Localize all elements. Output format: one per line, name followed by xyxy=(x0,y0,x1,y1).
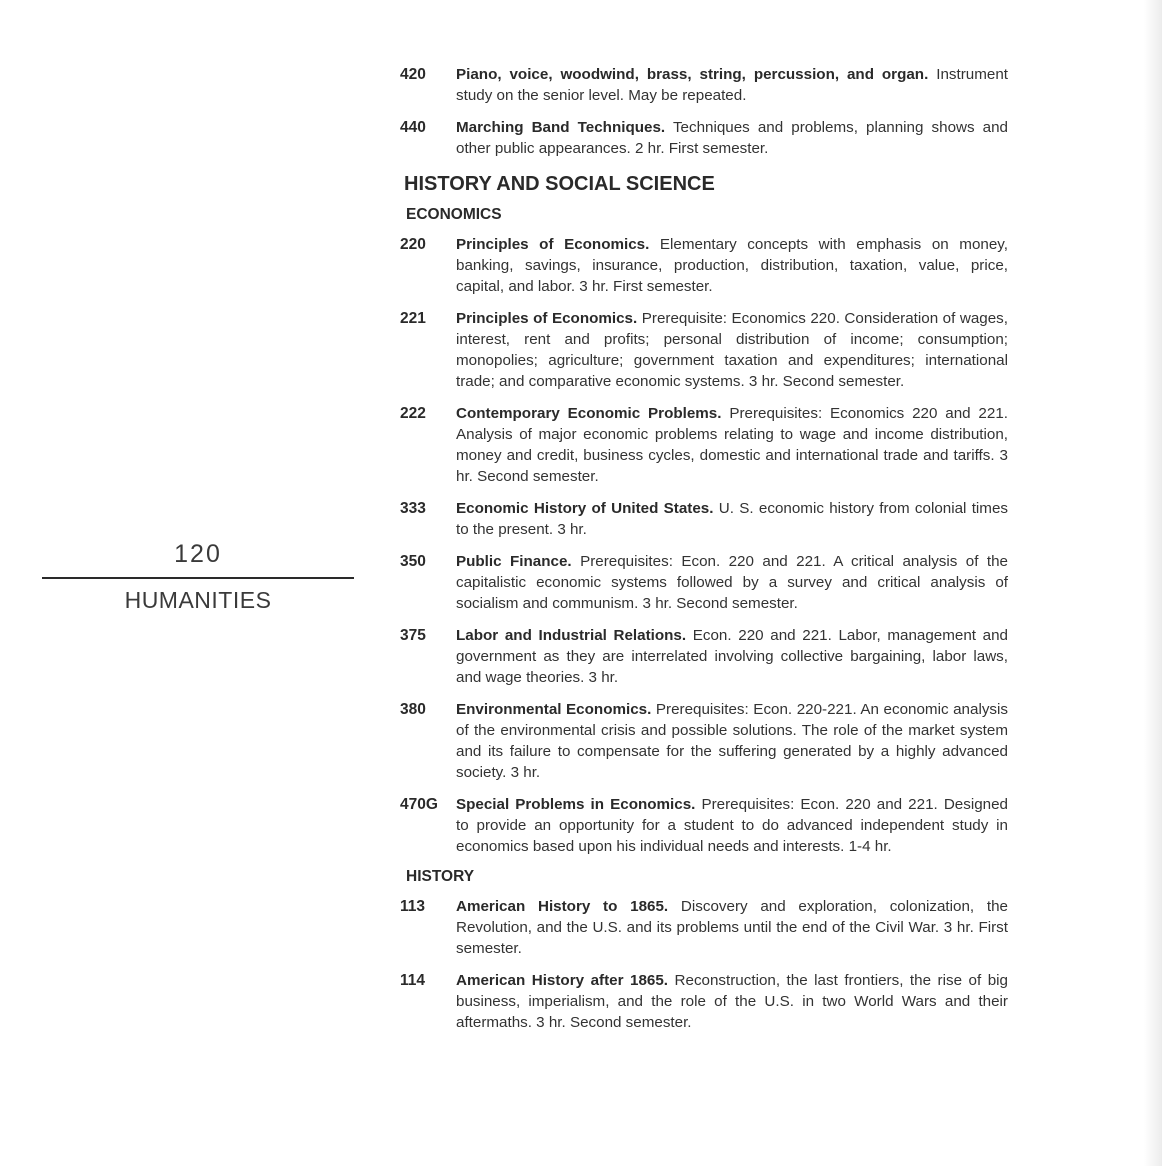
course-description xyxy=(456,234,1008,297)
course-title: Environmental Economics. xyxy=(456,701,652,718)
section-heading: HISTORY AND SOCIAL SCIENCE xyxy=(404,173,715,195)
course-entry xyxy=(400,498,1008,540)
course-number: 375 xyxy=(400,627,426,644)
course-description xyxy=(456,64,1008,106)
course-entry xyxy=(400,234,1008,297)
course-text: Reconstruction, the last frontiers, the rise of big business, imperialism, and the role of the U.S. in two World Wars and their aftermaths. 3 hr. Second semester. xyxy=(456,972,1008,1031)
subsection-heading-economics: ECONOMICS xyxy=(406,206,502,223)
course-entry xyxy=(400,403,1008,487)
course-title: Piano, voice, woodwind, brass, string, percussion, and organ. xyxy=(456,66,929,83)
margin-rule xyxy=(42,577,354,579)
course-listing xyxy=(400,64,1008,1044)
course-entry xyxy=(400,551,1008,614)
course-text: Prerequisites: Econ. 220 and 221. A critical analysis of the capitalistic economic systems followed by a survey and critical analysis of socialism and communism. 3 hr. Second semester. xyxy=(456,553,1008,612)
course-description xyxy=(456,970,1008,1033)
course-text: Prerequisites: Econ. 220-221. An economic analysis of the environmental crisis and possible solutions. The role of the market system and its failure to compensate for the suffering generated by a highly advanced society. 3 hr. xyxy=(456,701,1008,781)
course-description xyxy=(456,896,1008,959)
course-text: Econ. 220 and 221. Labor, management and government as they are interrelated involving collective bargaining, labor laws, and wage theories. 3 hr. xyxy=(456,627,1008,686)
course-text: Instrument study on the senior level. May be repeated. xyxy=(456,66,1008,104)
course-title: Marching Band Techniques. xyxy=(456,119,666,136)
course-entry xyxy=(400,896,1008,959)
course-title: American History after 1865. xyxy=(456,972,669,989)
course-description xyxy=(456,308,1008,392)
page-number: 120 xyxy=(174,540,222,568)
course-entry xyxy=(400,117,1008,159)
course-description xyxy=(456,625,1008,688)
subsection-heading-history: HISTORY xyxy=(406,868,475,885)
course-number: 420 xyxy=(400,66,426,83)
course-text: Techniques and problems, planning shows and other public appearances. 2 hr. First semester. xyxy=(456,119,1008,157)
section-tag: HUMANITIES xyxy=(124,587,272,613)
course-entry xyxy=(400,625,1008,688)
course-entry xyxy=(400,970,1008,1033)
course-number: 113 xyxy=(400,898,426,915)
course-number: 380 xyxy=(400,701,426,718)
course-entry xyxy=(400,794,1008,857)
course-number: 440 xyxy=(400,119,426,136)
course-entry xyxy=(400,64,1008,106)
course-description xyxy=(456,699,1008,783)
course-number: 114 xyxy=(400,972,426,989)
course-title: American History to 1865. xyxy=(456,898,669,915)
course-title: Economic History of United States. xyxy=(456,500,714,517)
margin-block xyxy=(42,540,354,614)
course-number: 220 xyxy=(400,236,426,253)
course-title: Public Finance. xyxy=(456,553,572,570)
course-title: Principles of Economics. xyxy=(456,310,638,327)
course-description xyxy=(456,498,1008,540)
course-entry xyxy=(400,308,1008,392)
course-number: 350 xyxy=(400,553,426,570)
course-title: Contemporary Economic Problems. xyxy=(456,405,722,422)
course-description xyxy=(456,403,1008,487)
course-number: 470G xyxy=(400,796,438,813)
course-number: 221 xyxy=(400,310,426,327)
course-entry xyxy=(400,699,1008,783)
course-title: Special Problems in Economics. xyxy=(456,796,696,813)
course-text: Discovery and exploration, colonization, the Revolution, and the U.S. and its problems until the end of the Civil War. 3 hr. First semester. xyxy=(456,898,1008,957)
course-title: Labor and Industrial Relations. xyxy=(456,627,687,644)
course-text: U. S. economic history from colonial times to the present. 3 hr. xyxy=(456,500,1008,538)
course-number: 222 xyxy=(400,405,426,422)
course-text: Elementary concepts with emphasis on money, banking, savings, insurance, production, distribution, taxation, value, price, capital, and labor. 3 hr. First semester. xyxy=(456,236,1008,295)
course-description xyxy=(456,794,1008,857)
course-text: Prerequisite: Economics 220. Consideration of wages, interest, rent and profits; personal distribution of income; consumption; monopolies; agriculture; government taxation and expenditures; international trade; and comparative economic systems. 3 hr. Second semester. xyxy=(456,310,1008,390)
course-title: Principles of Economics. xyxy=(456,236,650,253)
course-description xyxy=(456,551,1008,614)
course-text: Prerequisites: Economics 220 and 221. Analysis of major economic problems relating to wage and income distribution, money and credit, business cycles, domestic and international trade and tariffs. 3 hr. Second semester. xyxy=(456,405,1008,485)
course-description xyxy=(456,117,1008,159)
course-text: Prerequisites: Econ. 220 and 221. Designed to provide an opportunity for a student to do advanced independent study in economics based upon his individual needs and interests. 1-4 hr. xyxy=(456,796,1008,855)
course-number: 333 xyxy=(400,500,426,517)
page-edge-shadow xyxy=(1144,0,1162,1166)
